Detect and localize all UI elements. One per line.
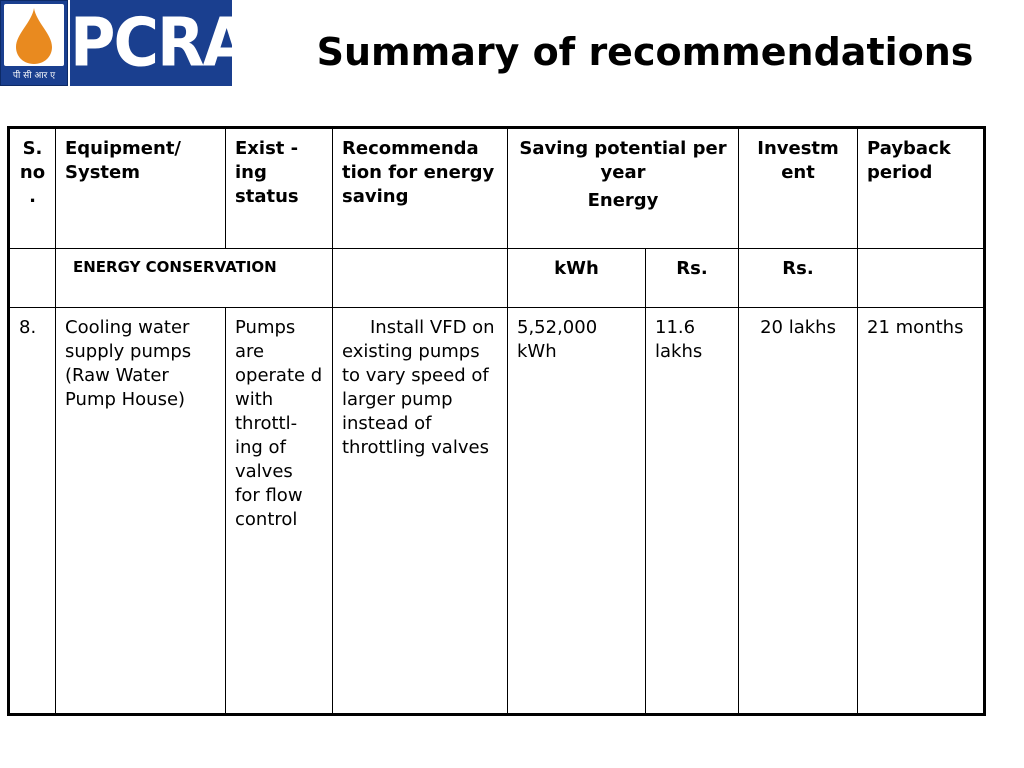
subheader-empty-payback: [858, 249, 985, 308]
header-equipment: Equipment/ System: [56, 128, 226, 249]
pcra-logo: [0, 0, 249, 88]
row-existing-status: Pumps are operate d with throttl-ing of valves for flow control: [226, 308, 333, 715]
recommendations-table: [7, 126, 986, 716]
header-sno: S. no .: [9, 128, 56, 249]
row-saving-kwh: 5,52,000 kWh: [508, 308, 646, 715]
row-recommendation: Install VFD on existing pumps to vary speed of larger pump instead of throttling valves: [333, 308, 508, 715]
row-payback: 21 months: [858, 308, 985, 715]
logo-hindi-text: पी सी आर ए: [12, 71, 56, 81]
subheader-row: [9, 249, 985, 308]
subheader-empty-sno: [9, 249, 56, 308]
header-row: [9, 128, 985, 249]
subheader-rs-investment: Rs.: [739, 249, 858, 308]
oil-drop-icon: [4, 4, 64, 66]
row-saving-rs: 11.6 lakhs: [646, 308, 739, 715]
table-row: [9, 308, 985, 715]
section-energy-conservation: ENERGY CONSERVATION: [56, 249, 333, 308]
row-investment: 20 lakhs: [739, 308, 858, 715]
header-existing-status: Exist - ing status: [226, 128, 333, 249]
logo-wordmark: PCRA: [70, 3, 249, 82]
logo-emblem: [0, 0, 68, 86]
row-equipment: Cooling water supply pumps (Raw Water Pump House): [56, 308, 226, 715]
subheader-kwh: kWh: [508, 249, 646, 308]
header-saving-line1: Saving potential per year: [519, 138, 727, 183]
logo-wordmark-box: [70, 0, 249, 86]
subheader-empty-recommendation: [333, 249, 508, 308]
header-saving-line2: Energy: [587, 190, 659, 211]
page-title: Summary of recommendations: [316, 30, 974, 74]
header-saving-potential: [508, 128, 739, 249]
header-recommendation: Recommenda tion for energy saving: [333, 128, 508, 249]
header-payback: Payback period: [858, 128, 985, 249]
header-investment: Investm ent: [739, 128, 858, 249]
subheader-rs-saving: Rs.: [646, 249, 739, 308]
row-sno: 8.: [9, 308, 56, 715]
